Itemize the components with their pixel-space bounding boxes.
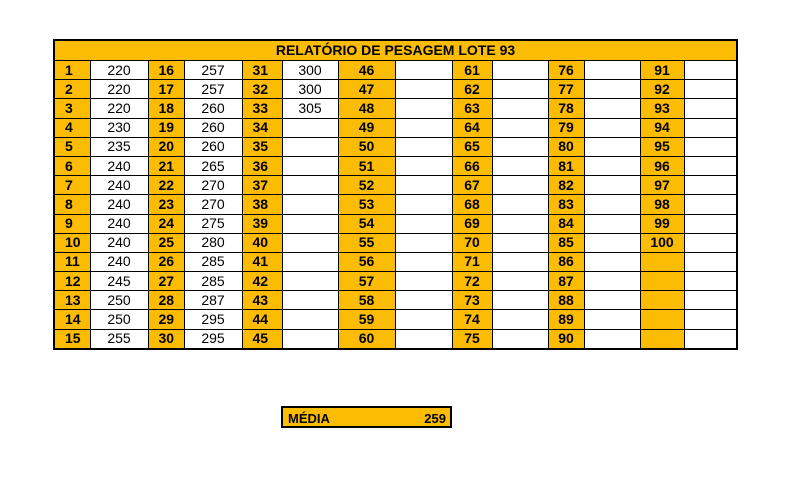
animal-number-cell[interactable]: 80 (548, 137, 584, 156)
animal-number-cell[interactable]: 8 (54, 195, 90, 214)
weight-cell[interactable] (684, 195, 737, 214)
weight-cell[interactable] (395, 61, 452, 80)
weight-cell[interactable] (395, 156, 452, 175)
weight-cell[interactable] (282, 137, 338, 156)
animal-number-cell[interactable]: 3 (54, 99, 90, 118)
animal-number-cell[interactable]: 5 (54, 137, 90, 156)
table-row (54, 291, 737, 310)
table-row (54, 80, 737, 99)
weight-cell[interactable] (684, 214, 737, 233)
animal-number-cell[interactable]: 89 (548, 310, 584, 329)
animal-number-cell[interactable]: 74 (452, 310, 492, 329)
weight-cell[interactable] (684, 137, 737, 156)
table-row (54, 176, 737, 195)
animal-number-cell[interactable]: 53 (338, 195, 395, 214)
weight-cell[interactable]: 295 (184, 310, 242, 329)
animal-number-cell[interactable]: 12 (54, 272, 90, 291)
table-row (54, 118, 737, 137)
table-row (54, 233, 737, 252)
weight-cell[interactable]: 240 (90, 195, 148, 214)
animal-number-cell[interactable]: 65 (452, 137, 492, 156)
animal-number-cell[interactable]: 35 (242, 137, 282, 156)
weight-cell[interactable] (684, 118, 737, 137)
weight-cell[interactable] (584, 61, 640, 80)
animal-number-cell[interactable]: 22 (148, 176, 184, 195)
weight-cell[interactable] (282, 310, 338, 329)
animal-number-cell[interactable]: 87 (548, 272, 584, 291)
animal-number-cell[interactable]: 47 (338, 80, 395, 99)
weight-cell[interactable]: 300 (282, 61, 338, 80)
animal-number-cell[interactable]: 23 (148, 195, 184, 214)
weight-cell[interactable] (684, 310, 737, 329)
animal-number-cell[interactable]: 26 (148, 252, 184, 271)
animal-number-cell[interactable]: 64 (452, 118, 492, 137)
animal-number-cell[interactable]: 57 (338, 272, 395, 291)
weight-cell[interactable]: 285 (184, 272, 242, 291)
report-title[interactable]: RELATÓRIO DE PESAGEM LOTE 93 (54, 40, 737, 61)
animal-number-cell[interactable]: 33 (242, 99, 282, 118)
weight-cell[interactable] (395, 137, 452, 156)
weight-cell[interactable] (492, 233, 548, 252)
weight-cell[interactable] (282, 233, 338, 252)
weight-cell[interactable] (584, 80, 640, 99)
animal-number-cell[interactable]: 90 (548, 329, 584, 349)
animal-number-cell[interactable]: 30 (148, 329, 184, 349)
weight-cell[interactable] (492, 99, 548, 118)
animal-number-cell[interactable]: 21 (148, 156, 184, 175)
weight-cell[interactable] (395, 329, 452, 349)
weight-cell[interactable] (584, 176, 640, 195)
animal-number-cell[interactable]: 11 (54, 252, 90, 271)
weight-cell[interactable] (282, 329, 338, 349)
animal-number-cell[interactable]: 29 (148, 310, 184, 329)
weight-cell[interactable]: 255 (90, 329, 148, 349)
table-row (54, 156, 737, 175)
average-box (281, 406, 452, 428)
animal-number-cell[interactable]: 96 (640, 156, 684, 175)
weight-cell[interactable]: 300 (282, 80, 338, 99)
animal-number-cell[interactable]: 31 (242, 61, 282, 80)
weight-cell[interactable]: 220 (90, 99, 148, 118)
weight-cell[interactable] (684, 61, 737, 80)
weight-cell[interactable] (492, 118, 548, 137)
weight-cell[interactable] (282, 272, 338, 291)
animal-number-cell[interactable]: 20 (148, 137, 184, 156)
animal-number-cell[interactable]: 99 (640, 214, 684, 233)
weight-cell[interactable] (684, 156, 737, 175)
weight-cell[interactable] (492, 329, 548, 349)
animal-number-cell[interactable]: 56 (338, 252, 395, 271)
weight-cell[interactable]: 240 (90, 176, 148, 195)
animal-number-cell[interactable]: 86 (548, 252, 584, 271)
weight-cell[interactable] (395, 233, 452, 252)
weight-cell[interactable] (584, 195, 640, 214)
animal-number-cell[interactable]: 13 (54, 291, 90, 310)
animal-number-cell[interactable]: 59 (338, 310, 395, 329)
animal-number-cell[interactable]: 73 (452, 291, 492, 310)
animal-number-cell[interactable]: 70 (452, 233, 492, 252)
weight-cell[interactable] (584, 137, 640, 156)
animal-number-cell[interactable] (640, 252, 684, 271)
animal-number-cell[interactable]: 76 (548, 61, 584, 80)
animal-number-cell[interactable]: 69 (452, 214, 492, 233)
weight-cell[interactable]: 257 (184, 80, 242, 99)
weight-cell[interactable] (584, 214, 640, 233)
animal-number-cell[interactable]: 100 (640, 233, 684, 252)
animal-number-cell[interactable]: 49 (338, 118, 395, 137)
weight-cell[interactable] (584, 99, 640, 118)
weight-cell[interactable]: 305 (282, 99, 338, 118)
weight-cell[interactable] (584, 233, 640, 252)
weight-cell[interactable] (395, 310, 452, 329)
weight-cell[interactable] (282, 252, 338, 271)
animal-number-cell[interactable]: 43 (242, 291, 282, 310)
weight-cell[interactable]: 240 (90, 214, 148, 233)
weight-cell[interactable] (492, 272, 548, 291)
weight-cell[interactable]: 250 (90, 291, 148, 310)
table-row (54, 272, 737, 291)
weight-cell[interactable] (282, 195, 338, 214)
table-row (54, 61, 737, 80)
animal-number-cell[interactable]: 45 (242, 329, 282, 349)
weight-cell[interactable]: 285 (184, 252, 242, 271)
weight-cell[interactable] (492, 176, 548, 195)
table-row (54, 310, 737, 329)
animal-number-cell[interactable]: 25 (148, 233, 184, 252)
title-row (54, 40, 737, 61)
weight-cell[interactable] (684, 80, 737, 99)
weight-cell[interactable] (282, 214, 338, 233)
animal-number-cell[interactable]: 28 (148, 291, 184, 310)
animal-number-cell[interactable]: 84 (548, 214, 584, 233)
animal-number-cell[interactable]: 44 (242, 310, 282, 329)
animal-number-cell[interactable]: 85 (548, 233, 584, 252)
animal-number-cell[interactable]: 71 (452, 252, 492, 271)
animal-number-cell[interactable]: 94 (640, 118, 684, 137)
animal-number-cell[interactable]: 61 (452, 61, 492, 80)
weight-cell[interactable] (492, 291, 548, 310)
weight-cell[interactable]: 257 (184, 61, 242, 80)
animal-number-cell[interactable]: 40 (242, 233, 282, 252)
animal-number-cell[interactable]: 38 (242, 195, 282, 214)
average-value[interactable]: 259 (424, 411, 446, 426)
animal-number-cell[interactable]: 97 (640, 176, 684, 195)
weight-cell[interactable] (492, 156, 548, 175)
weight-cell[interactable] (282, 291, 338, 310)
animal-number-cell[interactable]: 55 (338, 233, 395, 252)
animal-number-cell[interactable]: 18 (148, 99, 184, 118)
weight-cell[interactable]: 250 (90, 310, 148, 329)
animal-number-cell[interactable]: 82 (548, 176, 584, 195)
animal-number-cell[interactable]: 60 (338, 329, 395, 349)
weight-cell[interactable] (492, 195, 548, 214)
weight-cell[interactable] (492, 80, 548, 99)
animal-number-cell[interactable]: 52 (338, 176, 395, 195)
animal-number-cell[interactable] (640, 310, 684, 329)
weight-cell[interactable] (584, 329, 640, 349)
table-row (54, 252, 737, 271)
weight-cell[interactable]: 235 (90, 137, 148, 156)
animal-number-cell[interactable]: 58 (338, 291, 395, 310)
weight-cell[interactable]: 287 (184, 291, 242, 310)
animal-number-cell[interactable]: 7 (54, 176, 90, 195)
weighing-report-table (53, 39, 738, 350)
weight-cell[interactable]: 270 (184, 176, 242, 195)
weight-cell[interactable]: 240 (90, 233, 148, 252)
animal-number-cell[interactable]: 1 (54, 61, 90, 80)
weight-cell[interactable] (584, 118, 640, 137)
weight-cell[interactable] (395, 272, 452, 291)
animal-number-cell[interactable]: 51 (338, 156, 395, 175)
animal-number-cell[interactable]: 6 (54, 156, 90, 175)
animal-number-cell[interactable]: 48 (338, 99, 395, 118)
weight-cell[interactable] (395, 176, 452, 195)
animal-number-cell[interactable]: 72 (452, 272, 492, 291)
animal-number-cell[interactable]: 79 (548, 118, 584, 137)
animal-number-cell[interactable]: 37 (242, 176, 282, 195)
weight-cell[interactable] (684, 291, 737, 310)
average-label[interactable]: MÉDIA (288, 411, 330, 426)
animal-number-cell[interactable]: 19 (148, 118, 184, 137)
weight-cell[interactable]: 275 (184, 214, 242, 233)
weight-cell[interactable] (684, 272, 737, 291)
animal-number-cell[interactable]: 9 (54, 214, 90, 233)
weight-cell[interactable]: 220 (90, 61, 148, 80)
weight-cell[interactable] (684, 233, 737, 252)
animal-number-cell[interactable]: 88 (548, 291, 584, 310)
animal-number-cell[interactable]: 92 (640, 80, 684, 99)
weight-cell[interactable]: 265 (184, 156, 242, 175)
animal-number-cell[interactable]: 46 (338, 61, 395, 80)
weight-cell[interactable] (584, 156, 640, 175)
weight-cell[interactable] (492, 310, 548, 329)
weight-cell[interactable] (584, 272, 640, 291)
weight-cell[interactable] (684, 99, 737, 118)
weight-cell[interactable]: 240 (90, 252, 148, 271)
weight-cell[interactable] (395, 291, 452, 310)
weight-cell[interactable] (395, 118, 452, 137)
weight-cell[interactable] (684, 329, 737, 349)
weight-cell[interactable] (492, 252, 548, 271)
animal-number-cell[interactable]: 2 (54, 80, 90, 99)
animal-number-cell[interactable]: 95 (640, 137, 684, 156)
weight-cell[interactable] (584, 291, 640, 310)
animal-number-cell[interactable]: 81 (548, 156, 584, 175)
animal-number-cell[interactable]: 41 (242, 252, 282, 271)
weight-cell[interactable] (282, 176, 338, 195)
weight-cell[interactable] (492, 214, 548, 233)
animal-number-cell[interactable]: 24 (148, 214, 184, 233)
table-row (54, 99, 737, 118)
animal-number-cell[interactable] (640, 291, 684, 310)
animal-number-cell[interactable]: 91 (640, 61, 684, 80)
weight-cell[interactable]: 230 (90, 118, 148, 137)
animal-number-cell[interactable]: 15 (54, 329, 90, 349)
animal-number-cell[interactable]: 62 (452, 80, 492, 99)
weight-cell[interactable]: 260 (184, 99, 242, 118)
animal-number-cell[interactable]: 34 (242, 118, 282, 137)
animal-number-cell[interactable]: 32 (242, 80, 282, 99)
animal-number-cell[interactable]: 42 (242, 272, 282, 291)
animal-number-cell[interactable]: 63 (452, 99, 492, 118)
weight-cell[interactable] (492, 137, 548, 156)
weight-cell[interactable] (395, 80, 452, 99)
table-row (54, 214, 737, 233)
weight-cell[interactable] (684, 252, 737, 271)
animal-number-cell[interactable]: 66 (452, 156, 492, 175)
animal-number-cell[interactable] (640, 329, 684, 349)
animal-number-cell[interactable]: 68 (452, 195, 492, 214)
animal-number-cell[interactable]: 14 (54, 310, 90, 329)
animal-number-cell[interactable]: 83 (548, 195, 584, 214)
weight-cell[interactable]: 220 (90, 80, 148, 99)
weight-cell[interactable] (684, 176, 737, 195)
weight-cell[interactable]: 270 (184, 195, 242, 214)
animal-number-cell[interactable]: 39 (242, 214, 282, 233)
animal-number-cell[interactable]: 78 (548, 99, 584, 118)
weight-cell[interactable]: 280 (184, 233, 242, 252)
weight-cell[interactable] (584, 252, 640, 271)
animal-number-cell[interactable]: 10 (54, 233, 90, 252)
animal-number-cell[interactable]: 77 (548, 80, 584, 99)
weight-cell[interactable] (395, 99, 452, 118)
weight-cell[interactable]: 260 (184, 118, 242, 137)
table-row (54, 329, 737, 349)
animal-number-cell[interactable]: 4 (54, 118, 90, 137)
animal-number-cell[interactable] (640, 272, 684, 291)
animal-number-cell[interactable]: 75 (452, 329, 492, 349)
weight-cell[interactable] (395, 195, 452, 214)
table-row (54, 137, 737, 156)
animal-number-cell[interactable]: 17 (148, 80, 184, 99)
animal-number-cell[interactable]: 98 (640, 195, 684, 214)
animal-number-cell[interactable]: 50 (338, 137, 395, 156)
weight-cell[interactable]: 245 (90, 272, 148, 291)
weight-cell[interactable] (282, 118, 338, 137)
weight-cell[interactable]: 295 (184, 329, 242, 349)
animal-number-cell[interactable]: 16 (148, 61, 184, 80)
weight-cell[interactable]: 240 (90, 156, 148, 175)
animal-number-cell[interactable]: 27 (148, 272, 184, 291)
animal-number-cell[interactable]: 67 (452, 176, 492, 195)
weight-cell[interactable] (282, 156, 338, 175)
animal-number-cell[interactable]: 93 (640, 99, 684, 118)
animal-number-cell[interactable]: 54 (338, 214, 395, 233)
weight-cell[interactable] (395, 214, 452, 233)
animal-number-cell[interactable]: 36 (242, 156, 282, 175)
table-row (54, 195, 737, 214)
weight-cell[interactable] (584, 310, 640, 329)
weight-cell[interactable]: 260 (184, 137, 242, 156)
weight-cell[interactable] (395, 252, 452, 271)
weight-cell[interactable] (492, 61, 548, 80)
